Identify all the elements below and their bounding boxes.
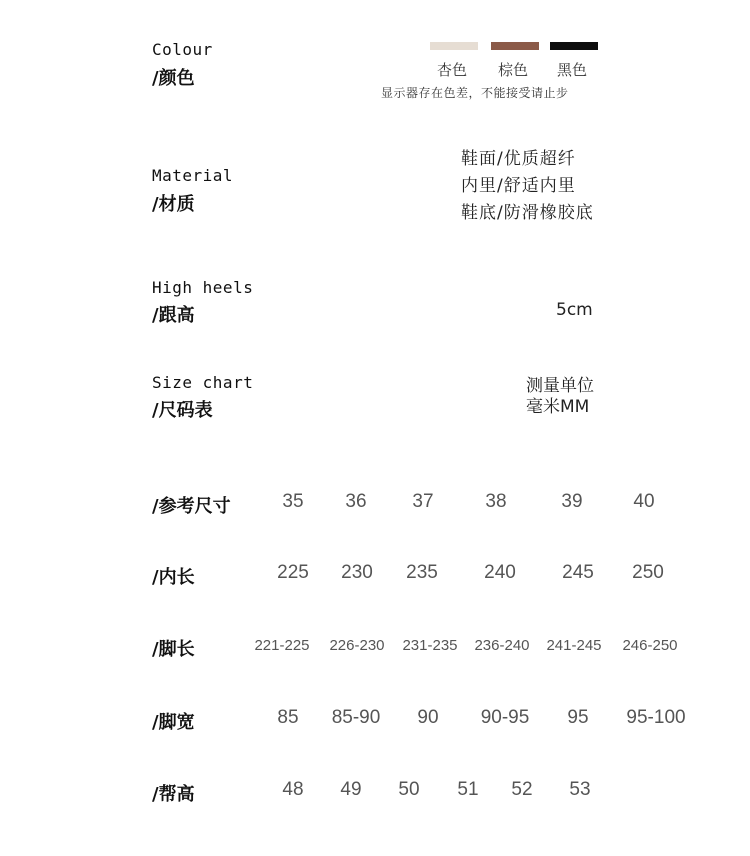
table-cell: 35 — [282, 491, 304, 512]
swatch-brown — [491, 42, 539, 50]
table-cell: 246-250 — [622, 637, 678, 654]
table-cell: 39 — [561, 491, 583, 512]
table-cell: 90-95 — [480, 707, 530, 728]
table-cell: 85 — [277, 707, 299, 728]
swatch-black — [550, 42, 598, 50]
table-cell: 221-225 — [254, 637, 310, 654]
measure-unit-title: 测量单位 — [526, 376, 594, 396]
table-cell: 225 — [277, 562, 309, 583]
row-label-inner-length: /内长 — [152, 567, 195, 588]
table-cell: 226-230 — [329, 637, 385, 654]
material-sole: 鞋底/防滑橡胶底 — [461, 203, 594, 223]
row-label-foot-length: /脚长 — [152, 639, 195, 660]
table-cell: 236-240 — [474, 637, 530, 654]
table-cell: 37 — [412, 491, 434, 512]
table-cell: 38 — [485, 491, 507, 512]
material-label-zh: /材质 — [152, 194, 195, 215]
heels-label-zh: /跟高 — [152, 305, 195, 326]
table-cell: 230 — [341, 562, 373, 583]
table-cell: 231-235 — [402, 637, 458, 654]
table-cell: 250 — [632, 562, 664, 583]
row-label-ref-size: /参考尺寸 — [152, 496, 231, 517]
swatch-label-black: 黑色 — [557, 61, 588, 79]
material-lining: 内里/舒适内里 — [461, 176, 576, 196]
heel-height-value: 5cm — [556, 300, 593, 320]
table-cell: 90 — [417, 707, 439, 728]
table-cell: 36 — [345, 491, 367, 512]
table-cell: 51 — [457, 779, 479, 800]
colour-label-zh: /颜色 — [152, 68, 195, 89]
size-chart-label-en: Size chart — [152, 373, 254, 392]
table-cell: 52 — [511, 779, 533, 800]
swatch-apricot — [430, 42, 478, 50]
table-cell: 49 — [340, 779, 362, 800]
table-cell: 95-100 — [626, 707, 686, 728]
row-label-foot-width: /脚宽 — [152, 712, 195, 733]
heels-label-en: High heels — [152, 278, 254, 297]
table-cell: 48 — [282, 779, 304, 800]
table-cell: 40 — [633, 491, 655, 512]
table-cell: 240 — [484, 562, 516, 583]
material-upper: 鞋面/优质超纤 — [461, 149, 576, 169]
table-cell: 50 — [398, 779, 420, 800]
table-cell: 85-90 — [331, 707, 381, 728]
table-cell: 53 — [569, 779, 591, 800]
material-label-en: Material — [152, 166, 234, 185]
colour-label-en: Colour — [152, 40, 213, 59]
swatch-label-apricot: 杏色 — [437, 61, 468, 79]
table-cell: 241-245 — [546, 637, 602, 654]
measure-unit-value: 毫米MM — [526, 397, 590, 417]
row-label-upper-height: /帮高 — [152, 784, 195, 805]
swatch-label-brown: 棕色 — [498, 61, 529, 79]
size-chart-label-zh: /尺码表 — [152, 400, 213, 421]
table-cell: 245 — [562, 562, 594, 583]
table-cell: 235 — [406, 562, 438, 583]
table-cell: 95 — [567, 707, 589, 728]
color-difference-note: 显示器存在色差，不能接受请止步 — [381, 86, 569, 100]
